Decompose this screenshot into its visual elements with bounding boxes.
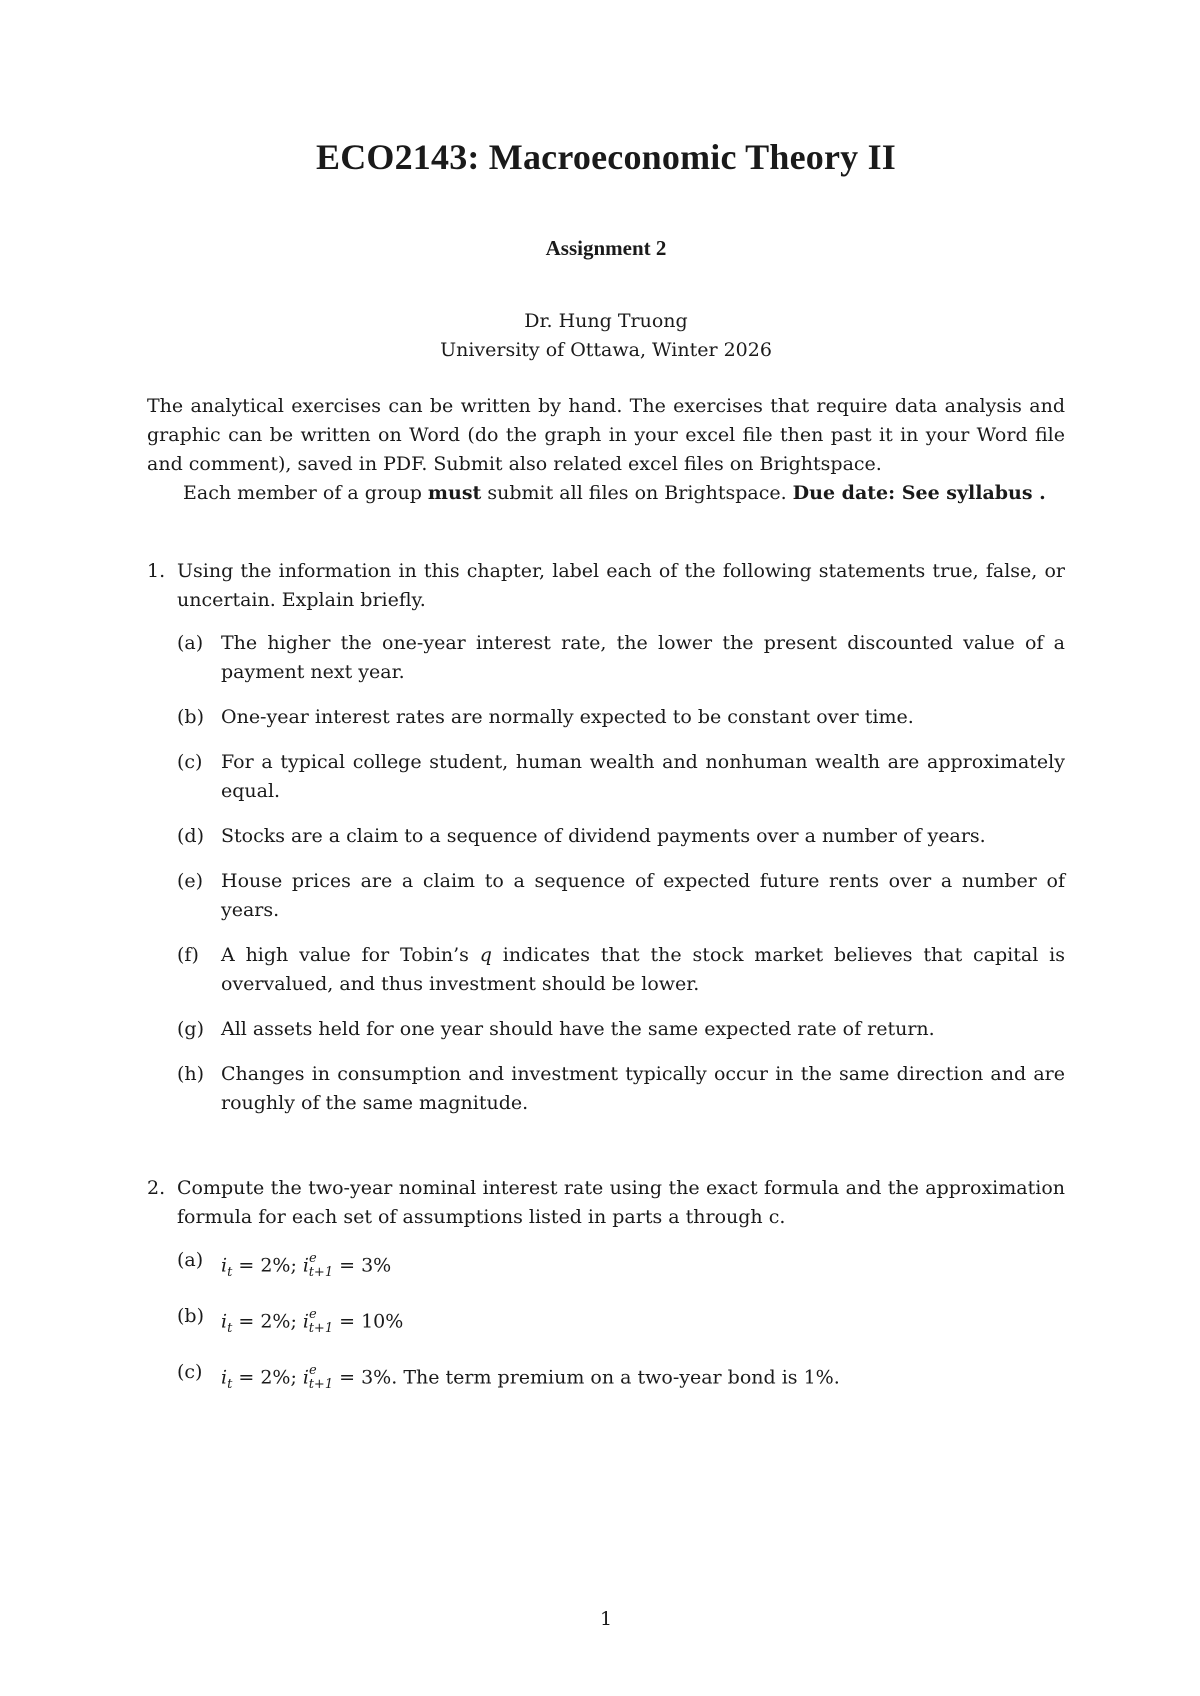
part-label: (d) [177, 825, 204, 847]
part-label: (b) [177, 1305, 204, 1328]
question-text: Using the information in this chapter, label each of the following statements true, false, or uncertain. Explain briefly. [177, 560, 1065, 611]
question-number: 2. [147, 1177, 166, 1199]
part-1f [177, 941, 1065, 999]
part-text: One-year interest rates are normally expected to be constant over time. [221, 706, 914, 728]
part-label: (a) [177, 632, 204, 654]
question-1 [147, 557, 1065, 1118]
intro-p2-middle: submit all files on Brightspace. [481, 482, 793, 504]
question-2-parts [147, 1246, 1065, 1399]
part-1e [177, 867, 1065, 925]
author-block [147, 307, 1065, 365]
question-number: 1. [147, 560, 166, 582]
part-label: (a) [177, 1249, 204, 1271]
part-1a [177, 629, 1065, 687]
document-page [147, 0, 1065, 1696]
author-affiliation: University of Ottawa, Winter 2026 [440, 339, 772, 361]
part-text: Stocks are a claim to a sequence of dividend payments over a number of years. [221, 825, 986, 847]
part-text [221, 941, 1065, 999]
intro-text [147, 392, 1065, 508]
intro-paragraph-1: The analytical exercises can be written by hand. The exercises that require data analysis and graphic can be written on Word (do the graph in your excel file then past it in your Word file and comment), saved in PDF. Submit also related excel files on Brightspace. [147, 395, 1065, 475]
intro-p2-must: must [427, 482, 482, 504]
page-title: ECO2143: Macroeconomic Theory II [316, 137, 896, 177]
part-formula: $i_t = 2\%$; $i^e_{t+1} = 3\%$. The term premium on a two-year bond is 1%. [221, 1363, 840, 1393]
part-text-after: indicates that the stock market believes that capital is overvalued, and thus investment should be lower. [221, 944, 1065, 995]
part-text: All assets held for one year should have the same expected rate of return. [221, 1018, 935, 1040]
intro-p2-text: Each member of a group [183, 482, 428, 504]
part-1d [177, 822, 1065, 851]
i-next-value: 3% [361, 1254, 392, 1277]
i-t-value: 2% [260, 1254, 291, 1277]
part-text: House prices are a claim to a sequence of expected future rents over a number of years. [221, 870, 1065, 921]
part-label: (c) [177, 751, 203, 773]
part-label: (h) [177, 1063, 205, 1085]
part-text: For a typical college student, human wealth and nonhuman wealth are approximately equal. [221, 751, 1065, 802]
i-t-value: 2% [260, 1366, 291, 1389]
part-text: Changes in consumption and investment typically occur in the same direction and are roughly of the same magnitude. [221, 1063, 1065, 1114]
due-date: Due date: See syllabus . [792, 482, 1046, 504]
question-2 [147, 1174, 1065, 1399]
part-text-before: A high value for Tobin’s [221, 944, 480, 966]
question-text: Compute the two-year nominal interest rate using the exact formula and the approximation formula for each set of assumptions listed in parts a through c. [177, 1177, 1065, 1228]
tobins-q: q [479, 944, 492, 966]
part-text: The higher the one-year interest rate, the lower the present discounted value of a payment next year. [221, 632, 1065, 683]
part-2b [177, 1302, 1065, 1343]
author-name: Dr. Hung Truong [524, 310, 688, 332]
part-label: (f) [177, 944, 199, 966]
part-label: (e) [177, 870, 204, 892]
question-1-parts [147, 629, 1065, 1118]
i-next-value: 3% [361, 1366, 392, 1389]
assignment-subtitle: Assignment 2 [545, 236, 667, 260]
i-t-value: 2% [260, 1310, 291, 1333]
part-1h [177, 1060, 1065, 1118]
part-1b [177, 703, 1065, 732]
part-label: (b) [177, 706, 204, 728]
part-note: . The term premium on a two-year bond is 1%. [391, 1366, 840, 1389]
part-formula: $i_t = 2\%$; $i^e_{t+1} = 3\%$ [221, 1251, 392, 1281]
part-1g [177, 1015, 1065, 1044]
page-number: 1 [599, 1608, 613, 1630]
i-next-value: 10% [361, 1310, 404, 1333]
intro-paragraph-2 [147, 479, 1065, 508]
part-label: (g) [177, 1018, 204, 1040]
part-2c [177, 1358, 1065, 1399]
part-label: (c) [177, 1361, 203, 1384]
part-formula: $i_t = 2\%$; $i^e_{t+1} = 10\%$ [221, 1307, 404, 1337]
part-2a [177, 1246, 1065, 1287]
part-1c [177, 748, 1065, 806]
